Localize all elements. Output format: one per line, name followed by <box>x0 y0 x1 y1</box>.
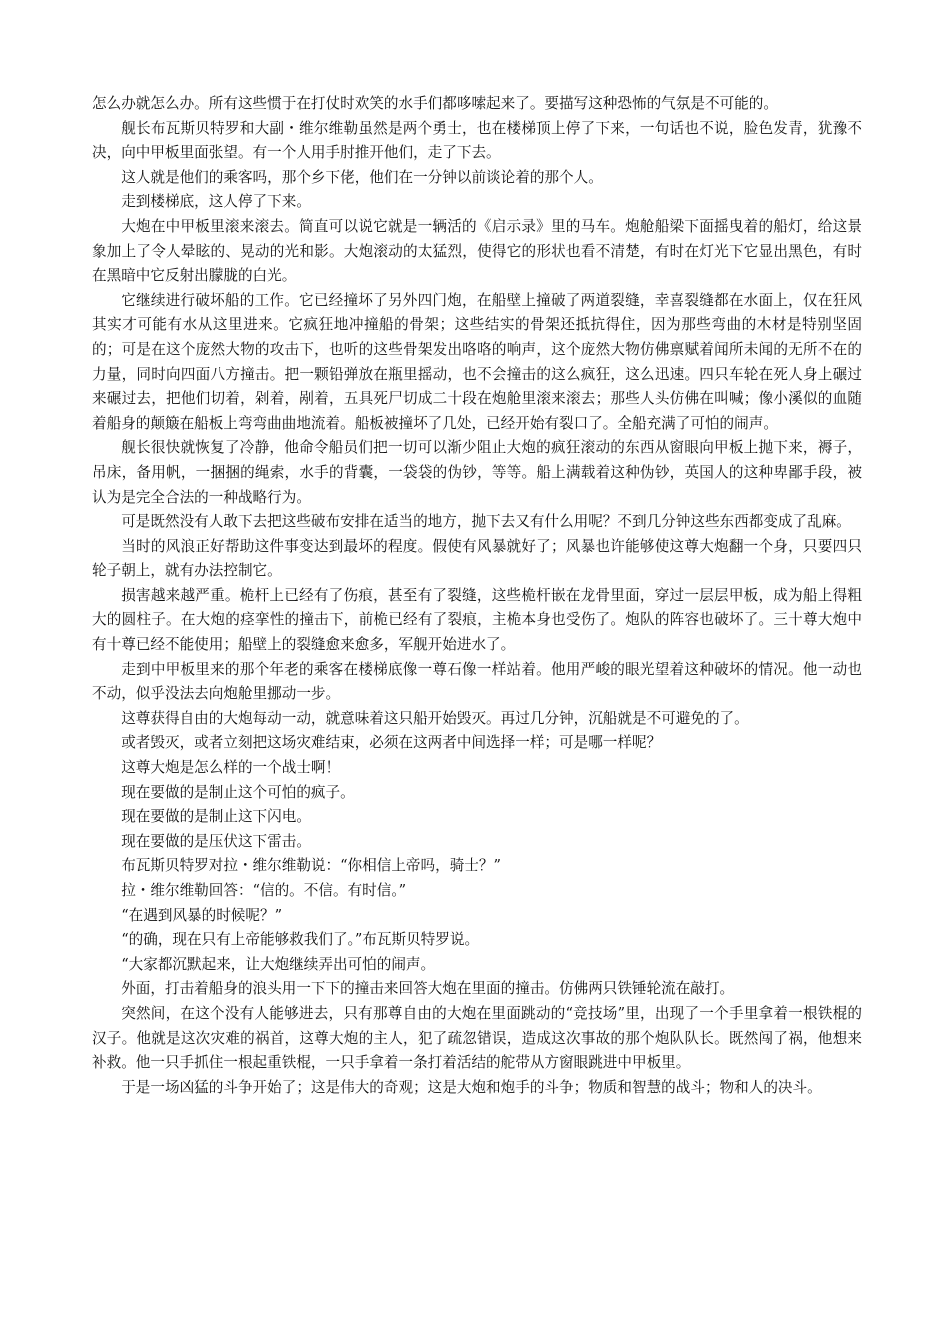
paragraph: 舰长布瓦斯贝特罗和大副・维尔维勒虽然是两个勇士，也在楼梯顶上停了下来，一句话也不说，脸色发青，犹豫不决，向中甲板里面张望。有一个人用手肘推开他们，走了下去。 <box>92 119 862 162</box>
paragraph: 外面，打击着船身的浪头用一下下的撞击来回答大炮在里面的撞击。仿佛两只铁锤轮流在敲打。 <box>121 980 735 998</box>
paragraph: “大家都沉默起来，让大炮继续弄出可怕的闹声。 <box>121 955 436 973</box>
paragraph: 于是一场凶猛的斗争开始了；这是伟大的奇观；这是大炮和炮手的斗争；物质和智慧的战斗；物和人的决斗。 <box>121 1078 822 1096</box>
paragraph: 或者毁灭，或者立刻把这场灾难结束，必须在这两者中间选择一样；可是哪一样呢？ <box>121 734 662 752</box>
paragraph: 这人就是他们的乘客吗，那个乡下佬，他们在一分钟以前谈论着的那个人。 <box>121 168 603 186</box>
paragraph: 走到中甲板里来的那个年老的乘客在楼梯底像一尊石像一样站着。他用严峻的眼光望着这种破坏的情况。他一动也不动，似乎没法去向炮舱里挪动一步。 <box>92 660 862 703</box>
paragraph: 可是既然没有人敢下去把这些破布安排在适当的地方，抛下去又有什么用呢？不到几分钟这些东西都变成了乱麻。 <box>121 513 851 531</box>
paragraph: 这尊大炮是怎么样的一个战士啊！ <box>121 759 341 777</box>
paragraph: 大炮在中甲板里滚来滚去。简直可以说它就是一辆活的《启示录》里的马车。炮舱船梁下面摇曳着的船灯，给这景象加上了令人晕眩的、晃动的光和影。大炮滚动的太猛烈，使得它的形状也看不清楚，有时在灯光下它显出黑色，有时在黑暗中它反射出朦胧的白光。 <box>92 217 862 285</box>
paragraph: 拉・维尔维勒回答：“信的。不信。有时信。” <box>121 882 407 899</box>
paragraph: 现在要做的是制止这下闪电。 <box>121 808 311 826</box>
document-page <box>92 92 862 1100</box>
paragraph: 突然间，在这个没有人能够进去，只有那尊自由的大炮在里面跳动的“竞技场”里，出现了一个手里拿着一根铁棍的汉子。他就是这次灾难的祸首，这尊大炮的主人，犯了疏忽错误，造成这次事故的那个炮队队长。既然闯了祸，他想来补救。他一只手抓住一根起重铁棍，一只手拿着一条打着活结的舵带从方窗眼跳进中甲板里。 <box>92 1004 862 1072</box>
paragraph: 现在要做的是制止这个可怕的疯子。 <box>121 783 355 801</box>
paragraph: “在遇到风暴的时候呢？” <box>121 906 283 924</box>
paragraph: 舰长很快就恢复了冷静，他命令船员们把一切可以渐少阻止大炮的疯狂滚动的东西从窗眼向甲板上抛下来，褥子，吊床，备用帆，一捆捆的绳索，水手的背囊，一袋袋的伪钞，等等。船上满载着这种伪钞，英国人的这种卑鄙手段，被认为是完全合法的一种战略行为。 <box>92 439 862 506</box>
paragraph: 当时的风浪正好帮助这件事变达到最坏的程度。假使有风暴就好了；风暴也许能够使这尊大炮翻一个身，只要四只轮子朝上，就有办法控制它。 <box>92 537 862 580</box>
paragraph: 它继续进行破坏船的工作。它已经撞坏了另外四门炮，在船壁上撞破了两道裂缝，幸喜裂缝都在水面上，仅在狂风其实才可能有水从这里进来。它疯狂地冲撞船的骨架；这些结实的骨架还抵抗得住，因为那些弯曲的木材是特别坚固的；可是在这个庞然大物的攻击下，也听的这些骨架发出咯咯的响声，这个庞然大物仿佛禀赋着闻所未闻的无所不在的力量，同时向四面八方撞击。把一颗铅弹放在瓶里摇动，也不会撞击的这么疯狂，这么迅速。四只车轮在死人身上碾过来碾过去，把他们切着，剁着，剐着，五具死尸切成二十段在炮舱里滚来滚去；那些人头仿佛在叫喊；像小溪似的血随着船身的颠簸在船板上弯弯曲曲地流着。船板被撞坏了几处，已经开始有裂口了。全船充满了可怕的闹声。 <box>92 291 862 432</box>
paragraph: 损害越来越严重。桅杆上已经有了伤痕，甚至有了裂缝，这些桅杆嵌在龙骨里面，穿过一层层甲板，成为船上得粗大的圆柱子。在大炮的痉挛性的撞击下，前桅已经有了裂痕，主桅本身也受伤了。炮队的阵容也破坏了。三十尊大炮中有十尊已经不能使用；船壁上的裂缝愈来愈多，军舰开始进水了。 <box>92 586 862 654</box>
paragraph: 怎么办就怎么办。所有这些惯于在打仗时欢笑的水手们都哆嗦起来了。要描写这种恐怖的气氛是不可能的。 <box>92 95 778 112</box>
paragraph: 走到楼梯底，这人停了下来。 <box>121 193 311 211</box>
paragraph: 布瓦斯贝特罗对拉・维尔维勒说：“你相信上帝吗，骑士？” <box>121 857 501 875</box>
paragraph: “的确，现在只有上帝能够救我们了。”布瓦斯贝特罗说。 <box>121 931 480 949</box>
paragraph: 现在要做的是压伏这下雷击。 <box>121 832 311 850</box>
paragraph: 这尊获得自由的大炮每动一动，就意味着这只船开始毁灭。再过几分钟，沉船就是不可避免的了。 <box>121 709 749 727</box>
